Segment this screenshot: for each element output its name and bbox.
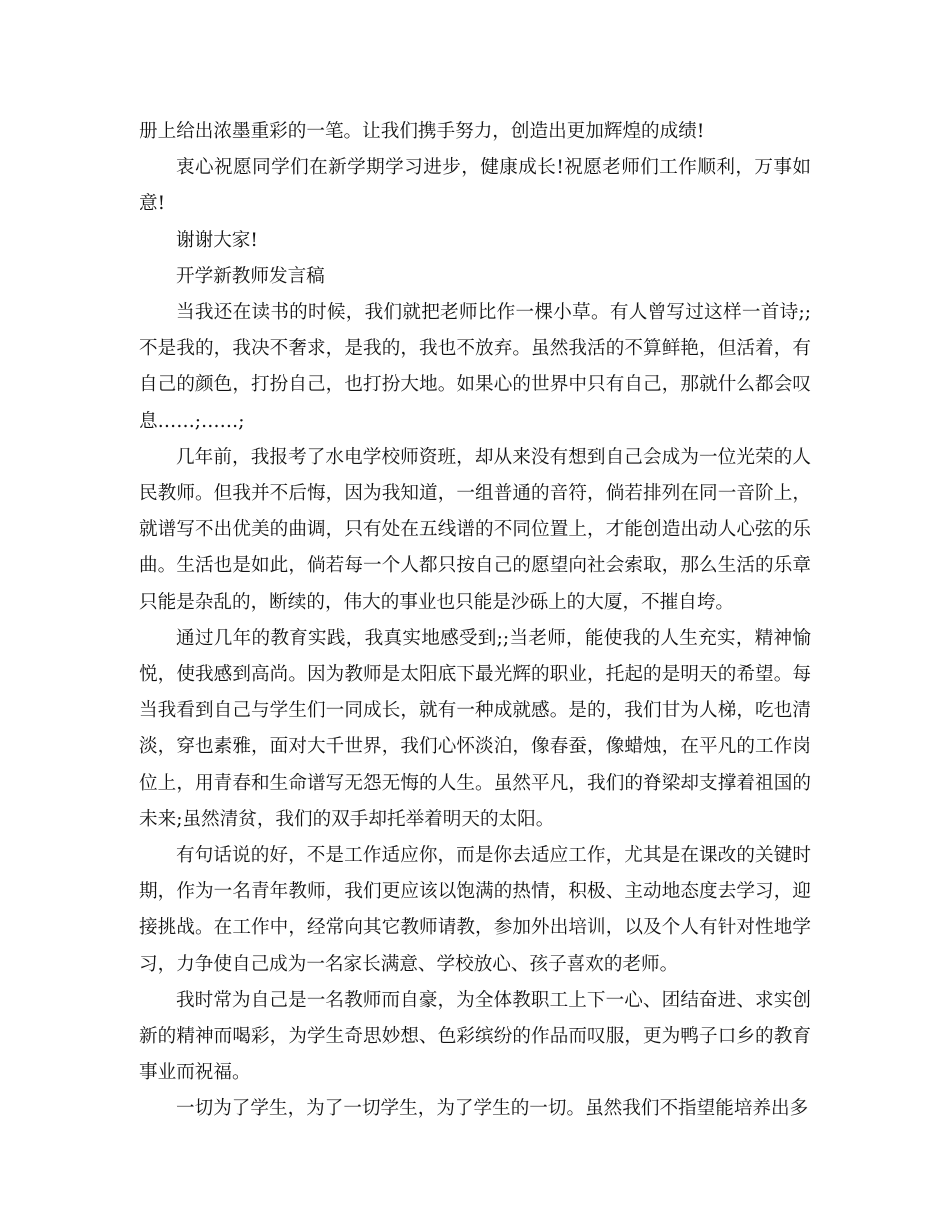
paragraph: 通过几年的教育实践，我真实地感受到;;当老师，能使我的人生充实，精神愉悦，使我感到高尚。因为教师是太阳底下最光辉的职业，托起的是明天的希望。每当我看到自己与学生们一同成长，就有一种成就感。是的，我们甘为人梯，吃也清淡，穿也素雅，面对大千世界，我们心怀淡泊，像春蚕，像蜡烛，在平凡的工作岗位上，用青春和生命谱写无怨无悔的人生。虽然平凡，我们的脊梁却支撑着祖国的未来;虽然清贫，我们的双手却托举着明天的太阳。: [139, 627, 811, 830]
paragraph: 我时常为自己是一名教师而自豪，为全体教职工上下一心、团结奋进、求实创新的精神而喝彩，为学生奇思妙想、色彩缤纷的作品而叹服，更为鸭子口乡的教育事业而祝福。: [139, 989, 811, 1084]
paragraph: 有句话说的好，不是工作适应你，而是你去适应工作，尤其是在课改的关键时期，作为一名青年教师，我们更应该以饱满的热情，积极、主动地态度去学习，迎接挑战。在工作中，经常向其它教师请教，参加外出培训，以及个人有针对性地学习，力争使自己成为一名家长满意、学校放心、孩子喜欢的老师。: [139, 845, 811, 975]
document-page: [139, 114, 811, 1128]
paragraph: 衷心祝愿同学们在新学期学习进步，健康成长!祝愿老师们工作顺利，万事如意!: [139, 157, 811, 215]
paragraph: 当我还在读书的时候，我们就把老师比作一棵小草。有人曾写过这样一首诗;;不是我的，我决不奢求，是我的，我也不放弃。虽然我活的不算鲜艳，但活着，有自己的颜色，打扮自己，也打扮大地。如果心的世界中只有自己，那就什么都会叹息……;……;: [139, 302, 811, 432]
paragraph: 谢谢大家!: [176, 229, 258, 251]
section-title: 开学新教师发言稿: [176, 265, 325, 287]
paragraph: 册上给出浓墨重彩的一笔。让我们携手努力，创造出更加辉煌的成绩!: [139, 121, 705, 142]
paragraph: 几年前，我报考了水电学校师资班，却从来没有想到自己会成为一位光荣的人民教师。但我并不后悔，因为我知道，一组普通的音符，倘若排列在同一音阶上，就谱写不出优美的曲调，只有处在五线谱的不同位置上，才能创造出动人心弦的乐曲。生活也是如此，倘若每一个人都只按自己的愿望向社会索取，那么生活的乐章只能是杂乱的，断续的，伟大的事业也只能是沙砾上的大厦，不摧自垮。: [139, 446, 811, 613]
paragraph: 一切为了学生，为了一切学生，为了学生的一切。虽然我们不指望能培养出多: [176, 1098, 809, 1120]
